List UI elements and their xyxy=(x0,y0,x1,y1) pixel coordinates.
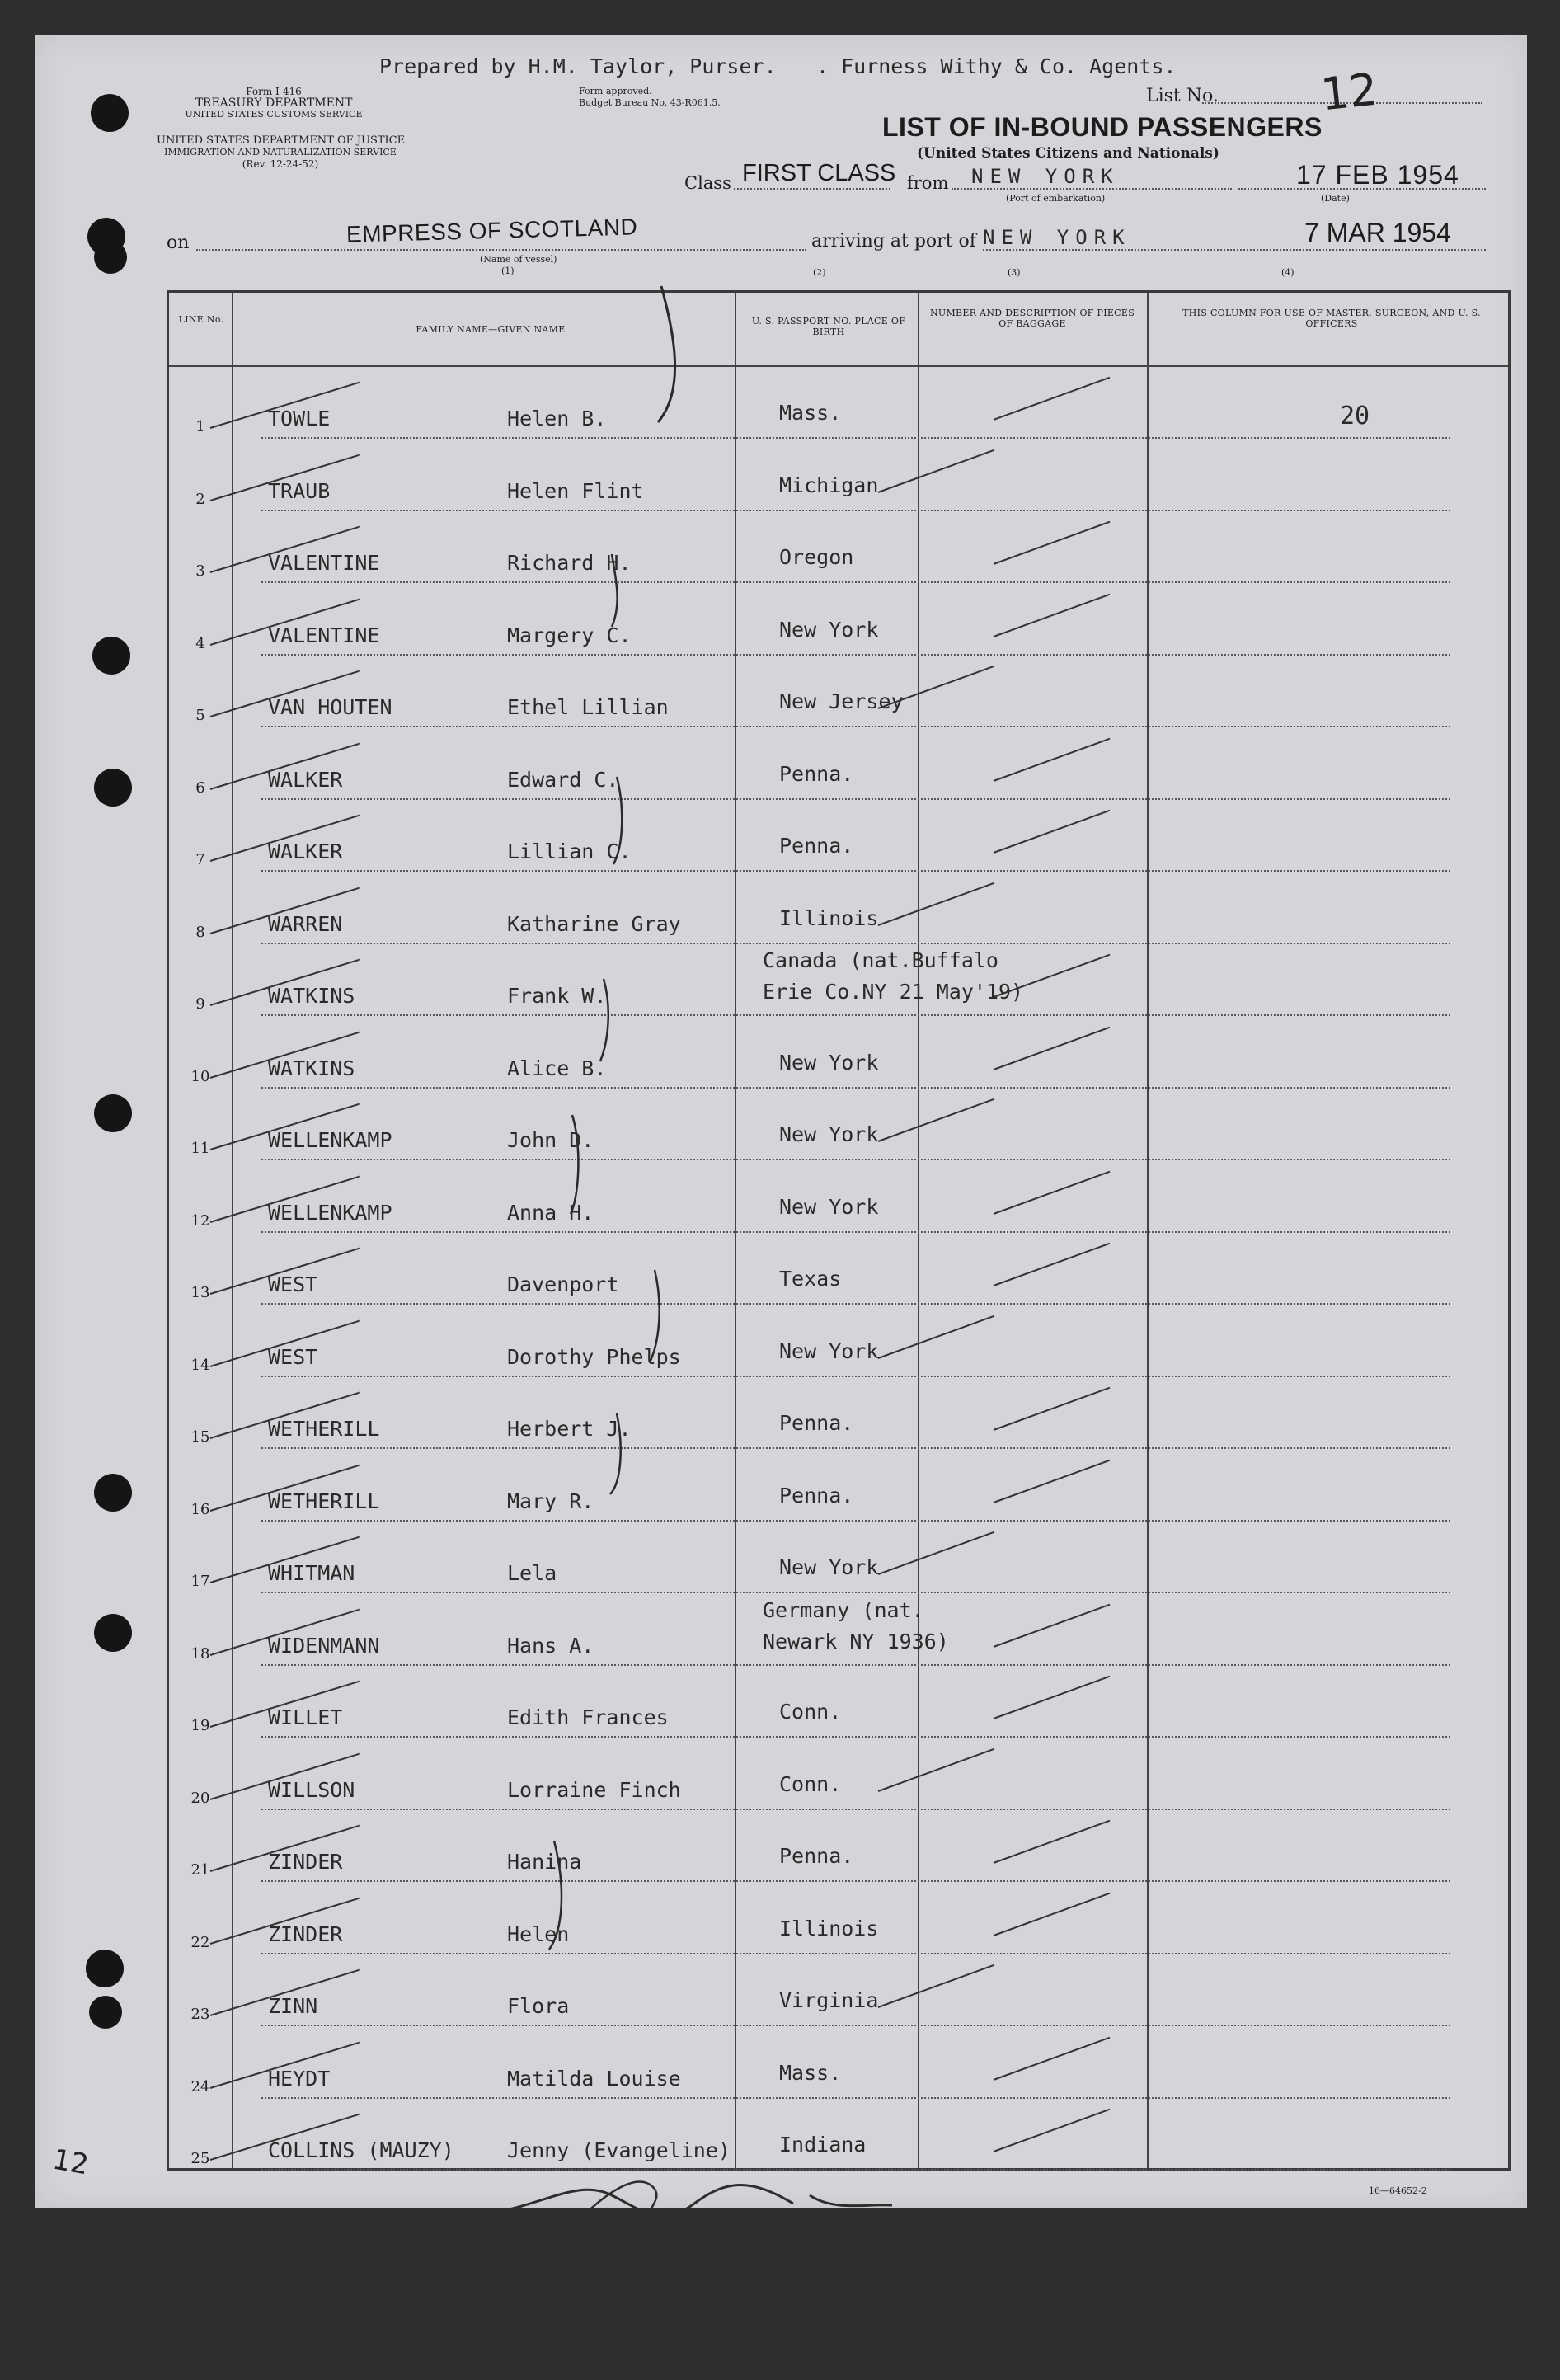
form-approved: Form approved. xyxy=(579,86,652,96)
family-name: WARREN xyxy=(268,911,343,936)
place-of-birth: Penna. xyxy=(779,761,854,786)
place-of-birth: Indiana xyxy=(779,2133,867,2157)
line-number: 2 xyxy=(195,490,205,508)
given-name: John D. xyxy=(507,1128,594,1152)
family-name: WEST xyxy=(268,1272,318,1296)
baggage-check-mark xyxy=(994,1892,1111,1936)
vessel-caption: (Name of vessel) xyxy=(480,254,557,265)
line-number: 22 xyxy=(190,1933,210,1951)
place-of-birth xyxy=(763,945,1023,1008)
given-name: Richard H. xyxy=(507,551,632,575)
line-number: 21 xyxy=(190,1861,210,1879)
table-row xyxy=(169,1810,1513,1882)
family-name: WATKINS xyxy=(268,984,355,1008)
family-name: ZINDER xyxy=(268,1850,343,1874)
line-number: 9 xyxy=(195,995,205,1013)
column-3-number: (3) xyxy=(1008,267,1021,278)
table-row xyxy=(169,656,1513,727)
table-row xyxy=(169,1450,1513,1522)
given-name: Lela xyxy=(507,1561,557,1585)
line-number: 12 xyxy=(190,1211,210,1230)
punch-hole xyxy=(94,1094,132,1132)
line-number: 20 xyxy=(190,1789,210,1807)
baggage-check-mark xyxy=(994,810,1111,854)
from-label: from xyxy=(907,173,949,193)
family-name: WELLENKAMP xyxy=(268,1128,392,1152)
header-passport: U. S. PASSPORT NO. PLACE OF BIRTH xyxy=(751,316,906,337)
place-of-birth: Michigan xyxy=(779,473,879,497)
given-name: Helen xyxy=(507,1921,570,1946)
family-name: WEST xyxy=(268,1344,318,1369)
given-name: Flora xyxy=(507,1994,570,2018)
family-name: WETHERILL xyxy=(268,1489,380,1513)
given-name: Margery C. xyxy=(507,623,632,647)
customs-service: UNITED STATES CUSTOMS SERVICE xyxy=(185,109,363,120)
baggage-check-mark xyxy=(994,1026,1111,1070)
family-name: TOWLE xyxy=(268,407,331,430)
table-row xyxy=(169,440,1513,511)
signature-scribble xyxy=(480,2146,909,2237)
line-number: 25 xyxy=(190,2150,210,2167)
list-no-value: 12 xyxy=(1318,63,1380,121)
table-row xyxy=(169,1089,1513,1160)
given-name: Dorothy Phelps xyxy=(507,1344,681,1369)
table-row xyxy=(169,1954,1513,2026)
baggage-check-mark xyxy=(994,521,1111,565)
place-of-birth-line-2: Erie Co.NY 21 May'19) xyxy=(763,980,1024,1004)
line-number: 13 xyxy=(190,1284,210,1301)
given-name: Katharine Gray xyxy=(507,911,681,936)
table-row xyxy=(169,2027,1513,2099)
table-row xyxy=(169,728,1513,800)
class-value: FIRST CLASS xyxy=(742,160,896,186)
table-row xyxy=(169,1305,1513,1377)
vessel-name: EMPRESS OF SCOTLAND xyxy=(345,214,638,247)
treasury-department: TREASURY DEPARTMENT xyxy=(195,96,353,110)
given-name: Edward C. xyxy=(507,767,619,792)
table-row xyxy=(169,1233,1513,1305)
place-of-birth: Illinois xyxy=(779,1916,879,1940)
line-number: 8 xyxy=(195,923,205,941)
list-no-label: List No. xyxy=(1146,86,1219,106)
punch-hole xyxy=(91,94,129,132)
baggage-check-mark xyxy=(994,1676,1111,1719)
place-of-birth: Penna. xyxy=(779,834,854,858)
on-label: on xyxy=(167,233,190,253)
line-number: 7 xyxy=(195,851,205,868)
margin-mark: 12 xyxy=(49,2142,92,2182)
line-number: 10 xyxy=(190,1067,210,1085)
table-row xyxy=(169,1522,1513,1593)
family-name: WIDENMANN xyxy=(268,1633,380,1658)
place-of-birth: Penna. xyxy=(779,1411,854,1435)
baggage-check-mark xyxy=(878,882,995,925)
prepared-by: Prepared by H.M. Taylor, Purser. xyxy=(379,54,777,78)
place-of-birth: Conn. xyxy=(779,1700,842,1724)
punch-hole xyxy=(86,1950,124,1987)
date-caption: (Date) xyxy=(1321,193,1350,204)
table-row xyxy=(169,511,1513,583)
passenger-table xyxy=(167,290,1511,2171)
punch-hole xyxy=(89,1996,122,2029)
given-name: Lillian C. xyxy=(507,840,632,863)
given-name: Davenport xyxy=(507,1272,619,1296)
place-of-birth: Oregon xyxy=(779,545,854,569)
arrival-date: 7 MAR 1954 xyxy=(1304,218,1451,247)
header-baggage: NUMBER AND DESCRIPTION OF PIECES OF BAGGAGE xyxy=(929,308,1135,329)
line-number: 18 xyxy=(190,1644,210,1663)
from-port: NEW YORK xyxy=(971,165,1120,188)
punch-hole xyxy=(94,1474,132,1512)
place-of-birth: New York xyxy=(779,1338,879,1363)
list-subtitle: (United States Citizens and Nationals) xyxy=(917,145,1219,162)
baggage-check-mark xyxy=(994,377,1111,421)
line-number: 14 xyxy=(190,1356,210,1374)
family-name: HEYDT xyxy=(268,2066,331,2091)
family-name: VALENTINE xyxy=(268,623,380,647)
family-name: VAN HOUTEN xyxy=(268,695,392,719)
agents: . Furness Withy & Co. Agents. xyxy=(816,54,1177,78)
header-name: FAMILY NAME—GIVEN NAME xyxy=(416,324,566,335)
place-of-birth: Mass. xyxy=(779,401,842,425)
baggage-check-mark xyxy=(878,1098,995,1142)
family-name: ZINN xyxy=(268,1994,318,2018)
baggage-check-mark xyxy=(878,1531,995,1575)
baggage-check-mark xyxy=(994,1243,1111,1286)
baggage-check-mark xyxy=(878,1964,995,2008)
family-name: WALKER xyxy=(268,767,343,792)
family-name: WILLET xyxy=(268,1705,343,1729)
place-of-birth-line-1: Germany (nat. xyxy=(763,1597,924,1622)
place-of-birth: Texas xyxy=(779,1267,842,1291)
departure-date: 17 FEB 1954 xyxy=(1296,160,1459,190)
list-title: LIST OF IN-BOUND PASSENGERS xyxy=(882,112,1323,142)
line-number: 3 xyxy=(195,562,205,580)
baggage-check-mark xyxy=(878,1747,995,1791)
given-name: Jenny (Evangeline) xyxy=(507,2138,731,2162)
family-name: WHITMAN xyxy=(268,1561,355,1585)
embarkation-caption: (Port of embarkation) xyxy=(1006,193,1106,204)
given-name: Mary R. xyxy=(507,1489,594,1513)
revision: (Rev. 12-24-52) xyxy=(242,158,319,170)
baggage-check-mark xyxy=(878,449,995,492)
line-number: 24 xyxy=(190,2077,210,2095)
header-line-no: LINE No. xyxy=(178,314,224,325)
line-number: 4 xyxy=(195,634,205,652)
table-row xyxy=(169,1666,1513,1738)
family-name: WETHERILL xyxy=(268,1417,380,1441)
table-row xyxy=(169,1883,1513,1954)
given-name: Herbert J. xyxy=(507,1417,632,1441)
table-row xyxy=(169,1377,1513,1449)
place-of-birth: Conn. xyxy=(779,1771,842,1796)
table-row xyxy=(169,1017,1513,1089)
place-of-birth: Penna. xyxy=(779,1844,854,1868)
table-row xyxy=(169,1594,1513,1666)
given-name: Hanina xyxy=(507,1850,582,1874)
arriving-label: arriving at port of xyxy=(811,231,976,252)
given-name: Edith Frances xyxy=(507,1705,669,1729)
place-of-birth: Mass. xyxy=(779,2060,842,2085)
column-1-number: (1) xyxy=(501,266,515,276)
given-name: Alice B. xyxy=(507,1056,607,1080)
table-row xyxy=(169,367,1513,439)
table-row xyxy=(169,1738,1513,1810)
table-row xyxy=(169,584,1513,656)
place-of-birth: Penna. xyxy=(779,1483,854,1507)
punch-hole xyxy=(94,241,127,274)
ins-service: IMMIGRATION AND NATURALIZATION SERVICE xyxy=(164,147,397,158)
column-2-number: (2) xyxy=(813,267,826,278)
column-4-number: (4) xyxy=(1281,267,1295,278)
given-name: Matilda Louise xyxy=(507,2066,681,2091)
family-name: WATKINS xyxy=(268,1056,355,1080)
passenger-list-page xyxy=(35,35,1527,2208)
given-name: Helen Flint xyxy=(507,478,644,503)
line-number: 23 xyxy=(190,2006,210,2023)
punch-hole xyxy=(94,769,132,807)
line-number: 11 xyxy=(190,1140,210,1157)
given-name: Frank W. xyxy=(507,984,607,1008)
baggage-check-mark xyxy=(878,1315,995,1358)
place-of-birth-line-2: Newark NY 1936) xyxy=(763,1629,949,1653)
table-row xyxy=(169,944,1513,1016)
family-name: TRAUB xyxy=(268,478,331,503)
punch-hole xyxy=(94,1614,132,1652)
line-number: 16 xyxy=(190,1500,210,1518)
family-name: ZINDER xyxy=(268,1921,343,1946)
place-of-birth xyxy=(763,1595,949,1658)
baggage-check-mark xyxy=(994,1170,1111,1214)
family-name: WALKER xyxy=(268,840,343,863)
line-number: 5 xyxy=(195,707,205,724)
baggage-check-mark xyxy=(994,2036,1111,2080)
table-row xyxy=(169,873,1513,944)
baggage-check-mark xyxy=(994,593,1111,637)
punch-hole xyxy=(92,637,130,675)
given-name: Ethel Lillian xyxy=(507,695,669,719)
line-number: 6 xyxy=(195,778,205,797)
line-number: 19 xyxy=(190,1717,210,1734)
place-of-birth: New York xyxy=(779,617,879,642)
place-of-birth: New York xyxy=(779,1122,879,1146)
family-name: WILLSON xyxy=(268,1777,355,1802)
line-number: 17 xyxy=(190,1573,210,1590)
arrival-port: NEW YORK xyxy=(983,226,1131,249)
family-name: WELLENKAMP xyxy=(268,1200,392,1225)
baggage-check-mark xyxy=(994,1820,1111,1864)
family-name: VALENTINE xyxy=(268,551,380,575)
table-row xyxy=(169,1161,1513,1233)
baggage-check-mark xyxy=(994,1603,1111,1647)
baggage-check-mark xyxy=(994,737,1111,781)
form-code: 16—64652-2 xyxy=(1369,2185,1427,2196)
given-name: Lorraine Finch xyxy=(507,1777,681,1802)
baggage-check-mark xyxy=(994,2109,1111,2152)
line-number: 15 xyxy=(190,1428,210,1446)
place-of-birth: New Jersey xyxy=(779,689,904,713)
officer-note: 20 xyxy=(1340,402,1370,430)
place-of-birth: New York xyxy=(779,1555,879,1579)
place-of-birth-line-1: Canada (nat.Buffalo xyxy=(763,948,998,972)
baggage-check-mark xyxy=(994,1387,1111,1431)
place-of-birth: New York xyxy=(779,1050,879,1075)
family-name: COLLINS (MAUZY) xyxy=(268,2138,454,2162)
baggage-check-mark xyxy=(994,1459,1111,1503)
place-of-birth: New York xyxy=(779,1194,879,1219)
class-label: Class xyxy=(684,173,731,193)
header-officers: THIS COLUMN FOR USE OF MASTER, SURGEON, AND U. S. OFFICERS xyxy=(1182,308,1481,329)
given-name: Anna H. xyxy=(507,1200,594,1225)
justice-department: UNITED STATES DEPARTMENT OF JUSTICE xyxy=(157,134,406,147)
table-row xyxy=(169,800,1513,872)
place-of-birth: Virginia xyxy=(779,1988,879,2012)
budget-bureau: Budget Bureau No. 43-R061.5. xyxy=(579,97,721,108)
place-of-birth: Illinois xyxy=(779,905,879,930)
given-name: Helen B. xyxy=(507,407,607,430)
given-name: Hans A. xyxy=(507,1633,594,1658)
form-number: Form I-416 xyxy=(246,86,302,97)
line-number: 1 xyxy=(195,418,205,435)
